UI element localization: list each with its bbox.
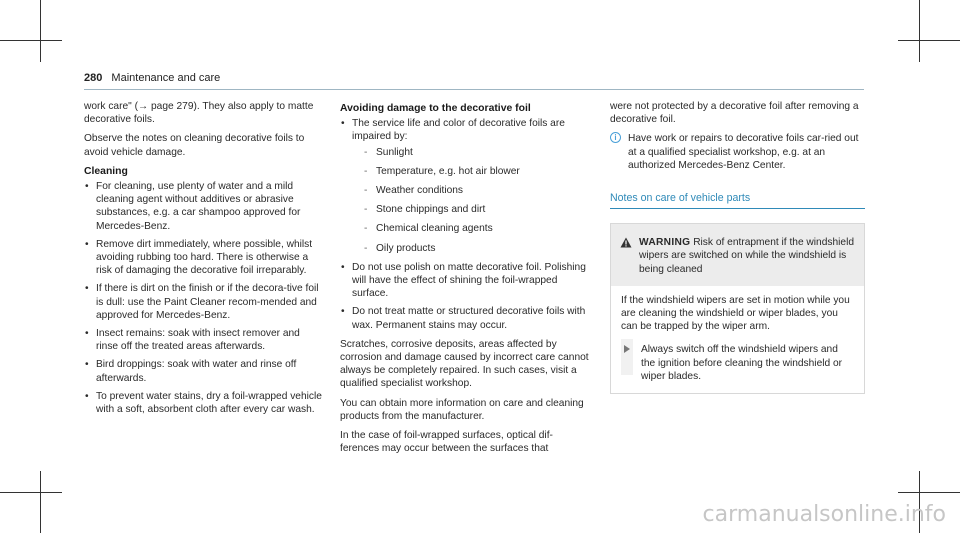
action-arrow-icon (624, 345, 630, 353)
sub-list-item: - Sunlight (352, 146, 590, 159)
warning-heading: Risk of entrapment if the windshield wipers are switched on while the windshield is being cleaned (639, 237, 855, 275)
avoiding-damage-heading: Avoiding damage to the decorative foil (340, 103, 531, 114)
crop-mark (40, 471, 41, 533)
note (610, 132, 865, 172)
crop-mark (919, 0, 920, 62)
list-item: • Remove dirt immediately, where possible, whilst avoiding rubbing too hard. There is otherwise a risk of damaging the decorative foil irreparably. (84, 238, 324, 278)
cleaning-heading: Cleaning (84, 165, 128, 177)
warning-text: If the windshield wipers are set in motion while you are cleaning the windshield or wiper blades, you can be trapped by the wiper arm. (621, 294, 850, 333)
damage-list (340, 117, 590, 332)
paragraph: In the case of foil-wrapped surfaces, optical dif-ferences may occur between the surfaces that (340, 430, 553, 455)
warning-triangle-icon (620, 237, 632, 248)
paragraph: You can obtain more information on care and cleaning products from the manufacturer. (340, 397, 584, 422)
paragraph: work care" (→ page 279). They also apply to matte decorative foils. (84, 101, 314, 126)
sub-list (352, 146, 590, 255)
action-step (621, 343, 854, 383)
paragraph: Observe the notes on cleaning decorative foils to avoid vehicle damage. (84, 133, 305, 158)
warning-box (610, 223, 865, 394)
list-item: • Insect remains: soak with insect remover and rinse off the treated areas afterwards. (84, 327, 324, 353)
sub-list-item: - Stone chippings and dirt (352, 203, 590, 216)
list-item-text: The service life and color of decorative foils are impaired by: (352, 118, 565, 143)
column-3 (610, 100, 865, 394)
list-item: • Do not use polish on matte decorative foil. Polishing will have the effect of shining the foil-wrapped surface. (340, 261, 590, 301)
warning-body (611, 286, 864, 393)
sub-list-item: - Weather conditions (352, 184, 590, 197)
crop-mark (40, 0, 41, 62)
crop-mark (0, 492, 62, 493)
chapter-title: Maintenance and care (111, 72, 221, 84)
action-text: Always switch off the windshield wipers and the ignition before cleaning the windshield or wiper blades. (641, 344, 843, 382)
list-item: • For cleaning, use plenty of water and a mild cleaning agent without additives or abrasive substances, e.g. a car shampoo approved for Mercedes-Benz. (84, 180, 324, 233)
sub-list-item: - Temperature, e.g. hot air blower (352, 165, 590, 178)
list-item: • Bird droppings: soak with water and rinse off afterwards. (84, 358, 324, 384)
cleaning-list (84, 180, 324, 416)
warning-header (611, 224, 864, 286)
warning-label: WARNING (639, 237, 691, 249)
list-item: • To prevent water stains, dry a foil-wrapped vehicle with a soft, absorbent cloth after every car wash. (84, 390, 324, 416)
crop-mark (898, 492, 960, 493)
list-item: • Do not treat matte or structured decorative foils with wax. Permanent stains may occur. (340, 305, 590, 331)
paragraph: were not protected by a decorative foil after removing a decorative foil. (610, 101, 859, 126)
crop-mark (0, 40, 62, 41)
page-header (84, 72, 220, 84)
list-item (340, 117, 590, 255)
sub-list-item: - Chemical cleaning agents (352, 222, 590, 235)
header-divider (84, 89, 864, 90)
crop-mark (898, 40, 960, 41)
paragraph: Scratches, corrosive deposits, areas affected by corrosion and damage caused by incorrect care cannot always be completely repaired. In such cases, visit a qualified specialist workshop. (340, 338, 589, 390)
watermark: carmanualsonline.info (702, 502, 946, 527)
page-number: 280 (84, 72, 103, 84)
column-1 (84, 100, 324, 422)
list-item: • If there is dirt on the finish or if the decora-tive foil is dull: use the Paint Cleaner recom-mended and approved for Mercedes-Benz. (84, 282, 324, 322)
section-title: Notes on care of vehicle parts (610, 192, 865, 209)
info-icon: i (610, 132, 621, 143)
sub-list-item: - Oily products (352, 242, 590, 255)
column-2 (340, 100, 590, 461)
note-text: Have work or repairs to decorative foils car-ried out at a qualified specialist workshop, e.g. at an authorized Mercedes-Benz Center. (628, 133, 859, 171)
